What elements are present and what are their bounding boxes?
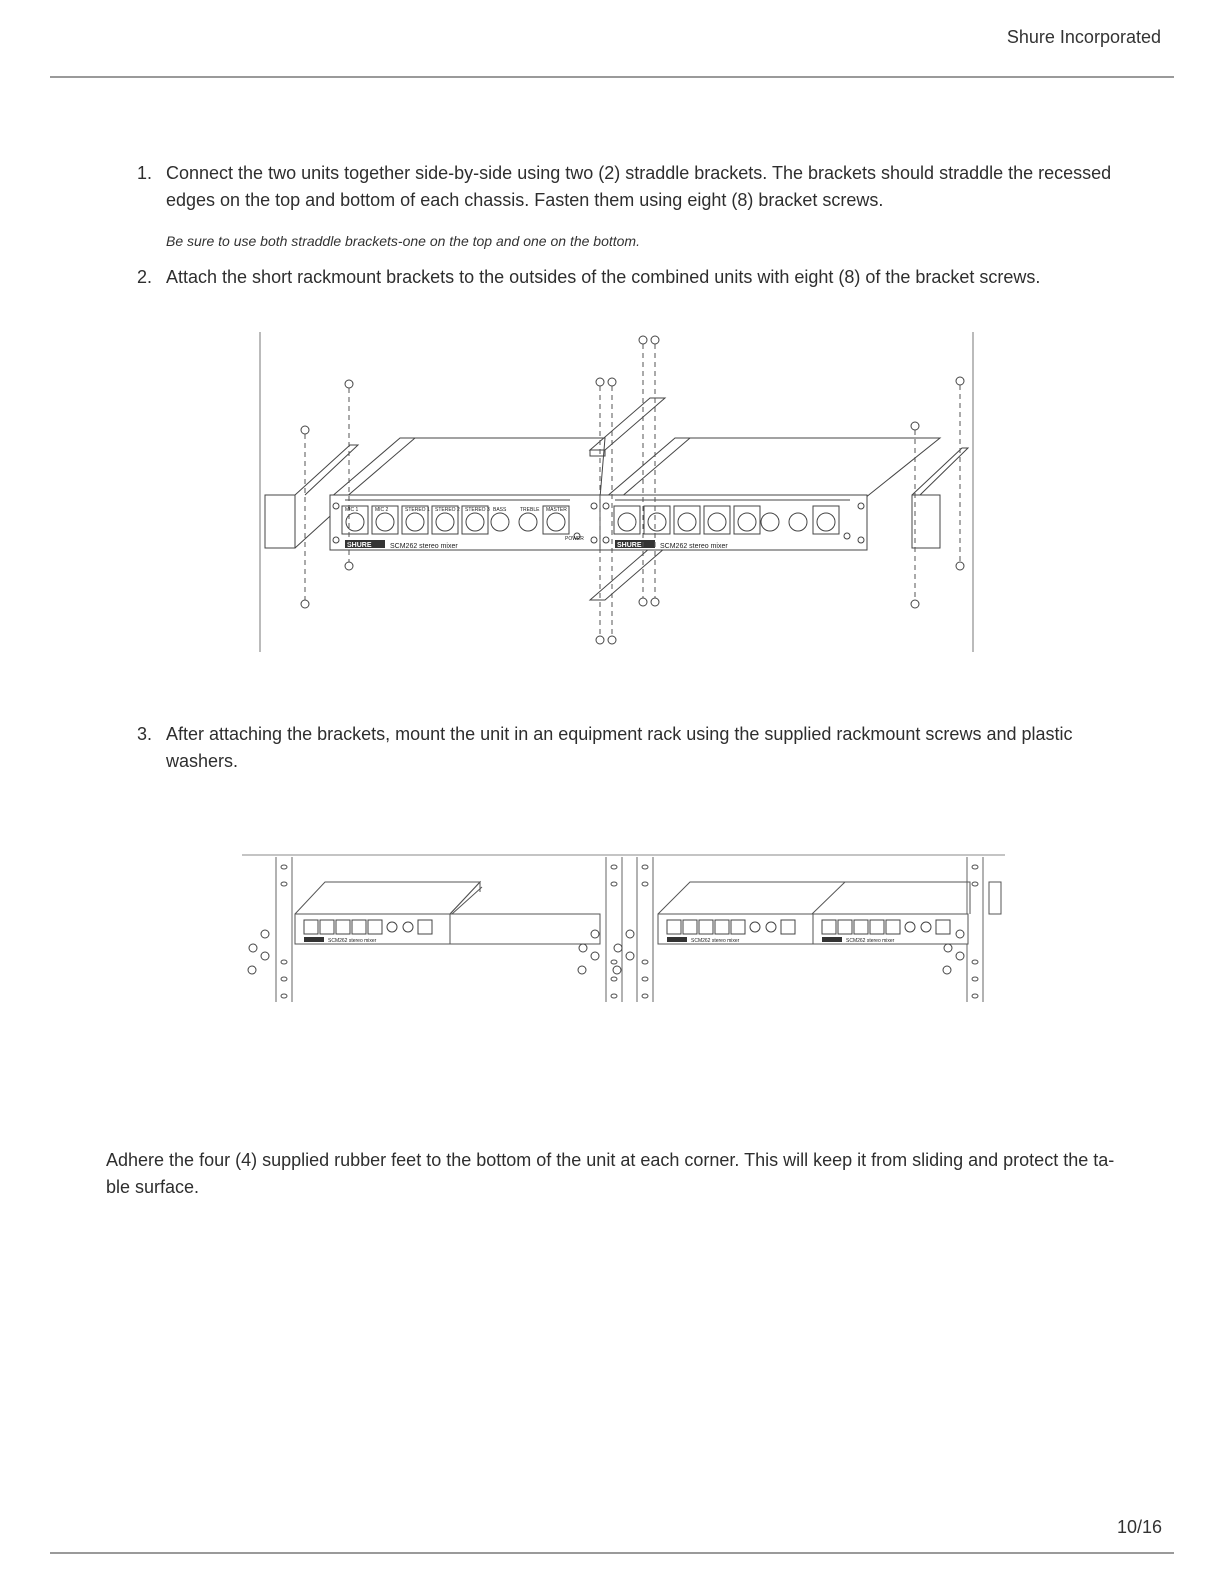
header-rule [50, 76, 1174, 78]
unit-model: SCM262 stereo mixer [846, 938, 895, 944]
step-2 [137, 264, 1117, 291]
step-number: 3. [137, 724, 153, 744]
step-3 [137, 721, 1117, 775]
step-text: Connect the two units together side-by-side using two (2) straddle brackets. The brackets should straddle the recessed edges on the top and bottom of each chassis. Fasten them using eight (8) bracket screws. [166, 163, 1112, 210]
channel-label: TREBLE [520, 507, 540, 513]
step-text: Attach the short rackmount brackets to the outsides of the combined units with eight (8) of the bracket screws. [166, 267, 1041, 287]
channel-label: MIC 2 [375, 507, 389, 513]
footer-rule [50, 1552, 1174, 1554]
straddle-bracket-diagram [250, 330, 980, 660]
unit-model: SCM262 stereo mixer [390, 543, 458, 550]
channel-label: STEREO 3 [465, 507, 490, 513]
header-company: Shure Incorporated [1006, 27, 1161, 47]
unit-model: SCM262 stereo mixer [328, 938, 377, 944]
note-text: Be sure to use both straddle brackets-one on the top and one on the bottom. [166, 233, 640, 249]
step-text: After attaching the brackets, mount the unit in an equipment rack using the supplied rackmount screws and plastic washers. [166, 724, 1073, 771]
rack-mount-diagram [240, 852, 1010, 1007]
channel-label: BASS [493, 507, 507, 513]
power-label: POWER [565, 536, 584, 542]
channel-label: STEREO 1 [405, 507, 430, 513]
brand-logo: SHURE [617, 542, 642, 549]
page-number: 10/16 [1116, 1517, 1162, 1537]
step-1 [137, 160, 1117, 214]
channel-label: STEREO 2 [435, 507, 460, 513]
rubber-feet-paragraph: Adhere the four (4) supplied rubber feet to the bottom of the unit at each corner. This will keep it from sliding and protect the ta-ble surface. [106, 1150, 1115, 1197]
unit-model: SCM262 stereo mixer [660, 543, 728, 550]
step-number: 2. [137, 267, 153, 287]
step-number: 1. [137, 163, 153, 183]
channel-label: MASTER [546, 507, 567, 513]
brand-logo: SHURE [347, 542, 372, 549]
unit-model: SCM262 stereo mixer [691, 938, 740, 944]
channel-label: MIC 1 [345, 507, 359, 513]
